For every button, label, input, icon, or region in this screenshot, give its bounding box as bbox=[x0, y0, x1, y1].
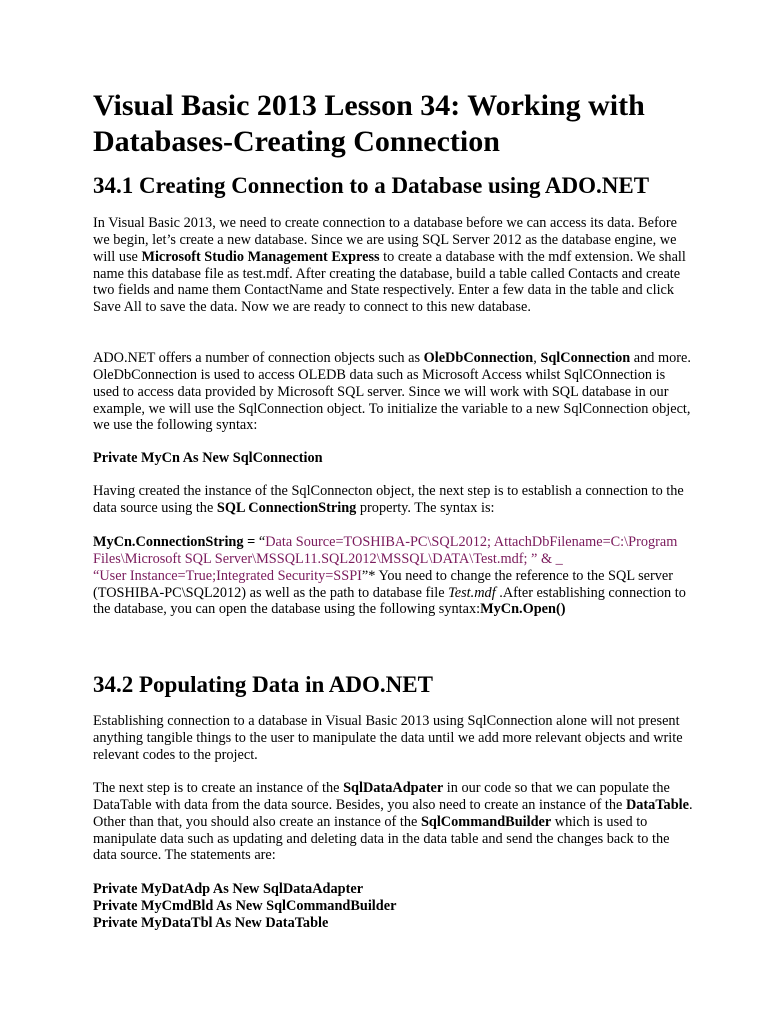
paragraph-text: ADO.NET offers a number of connection objects such as bbox=[93, 350, 424, 366]
code-text: Private MyCn As New SqlConnection bbox=[93, 450, 323, 466]
connection-string-text: “User Instance=True;Integrated Security=SSPI bbox=[93, 567, 362, 584]
paragraph-text: . Other than that, you should also create an instance of the bbox=[93, 796, 693, 830]
code-text: MyCn.Open() bbox=[480, 601, 566, 618]
quote-mark: ”* bbox=[361, 567, 376, 584]
paragraph-populating: Establishing connection to a database in Visual Basic 2013 using SqlConnection alone will not present anything tangible things to the user to manipulate the data until we add more relevant objects and write relevant codes to the project. bbox=[93, 713, 683, 763]
section-heading-34-2: 34.2 Populating Data in ADO.NET bbox=[93, 672, 433, 697]
title-line-2: Databases-Creating Connection bbox=[93, 125, 500, 158]
quote-mark: “ bbox=[258, 534, 266, 550]
title-line-1: Visual Basic 2013 Lesson 34: Working with bbox=[93, 89, 645, 122]
paragraph-connection-syntax bbox=[93, 534, 693, 618]
paragraph-text: You need to change the reference to the SQL server (TOSHIBA-PC\SQL2012) as well as the path to database file bbox=[93, 567, 674, 601]
paragraph-text: Having created the instance of the SqlConnecton object, the next step is to establish a connection to the data source using the bbox=[93, 483, 684, 516]
bold-term: SqlCommandBuilder bbox=[420, 813, 552, 830]
paragraph-text: to create a database with the mdf extension. We shall name this database file as test.mdf. After creating the database, build a table called Contacts and create two fields and name them ContactName and State respectively. Enter a few data in the table and click Save All to save the data. Now we are ready to connect to this new database. bbox=[93, 248, 686, 316]
paragraph-text: and more. OleDbConnection is used to access OLEDB data such as Microsoft Access whilst SqlCOnnection is used to access data provided by Microsoft SQL server. Since we will work with SQL database in our example, we will use the SqlConnection object. To initialize the variable to a new SqlConnection object, we use the following syntax: bbox=[93, 350, 691, 434]
paragraph-text: which is used to manipulate data such as updating and deleting data in the data table and send the changes back to the data source. The statements are: bbox=[93, 813, 670, 864]
code-line-sqlconnection bbox=[93, 450, 693, 467]
paragraph-intro bbox=[93, 215, 693, 316]
paragraph-data-adapter bbox=[93, 780, 693, 864]
italic-term: Test.mdf bbox=[448, 584, 496, 601]
paragraph-text: in our code so that we can populate the DataTable with data from the data source. Besides, you also need to create an instance of the bbox=[93, 780, 670, 813]
paragraph-text: In Visual Basic 2013, we need to create connection to a database before we can access its data. Before we begin, let’s create a new database. Since we are using SQL Server 2012 as the database engine, we will use bbox=[93, 215, 678, 265]
paragraph-text: The next step is to create an instance of the bbox=[93, 780, 344, 796]
bold-term: OleDbConnection bbox=[423, 350, 534, 366]
code-text: MyCn.ConnectionString = bbox=[93, 534, 259, 550]
paragraph-text: property. The syntax is: bbox=[356, 499, 495, 516]
bold-term: SqlConnection bbox=[540, 350, 631, 366]
bold-term: Microsoft Studio Management Express bbox=[141, 248, 380, 265]
bold-term: SqlDataAdpater bbox=[343, 780, 444, 796]
code-line: Private MyDataTbl As New DataTable bbox=[93, 914, 329, 931]
code-block-statements bbox=[93, 881, 693, 932]
paragraph-text: .After establishing connection to the database, you can open the database using the following syntax: bbox=[93, 584, 686, 618]
section-heading-34-1: 34.1 Creating Connection to a Database using ADO.NET bbox=[93, 173, 650, 198]
code-line: Private MyDatAdp As New SqlDataAdapter bbox=[93, 881, 364, 897]
document-title bbox=[93, 88, 693, 160]
bold-term: DataTable bbox=[625, 796, 689, 813]
connection-string-text: Data Source=TOSHIBA-PC\SQL2012; AttachDbFilename=C:\Program Files\Microsoft SQL Server\MSSQL11.SQL2012\MSSQL\DATA\Test.mdf; ” & _ bbox=[93, 534, 678, 567]
paragraph-connection-string bbox=[93, 483, 693, 517]
paragraph-connection-objects bbox=[93, 350, 693, 434]
bold-term: SQL ConnectionString bbox=[216, 499, 357, 516]
code-line: Private MyCmdBld As New SqlCommandBuilder bbox=[93, 897, 397, 914]
paragraph-text: , bbox=[533, 350, 541, 366]
